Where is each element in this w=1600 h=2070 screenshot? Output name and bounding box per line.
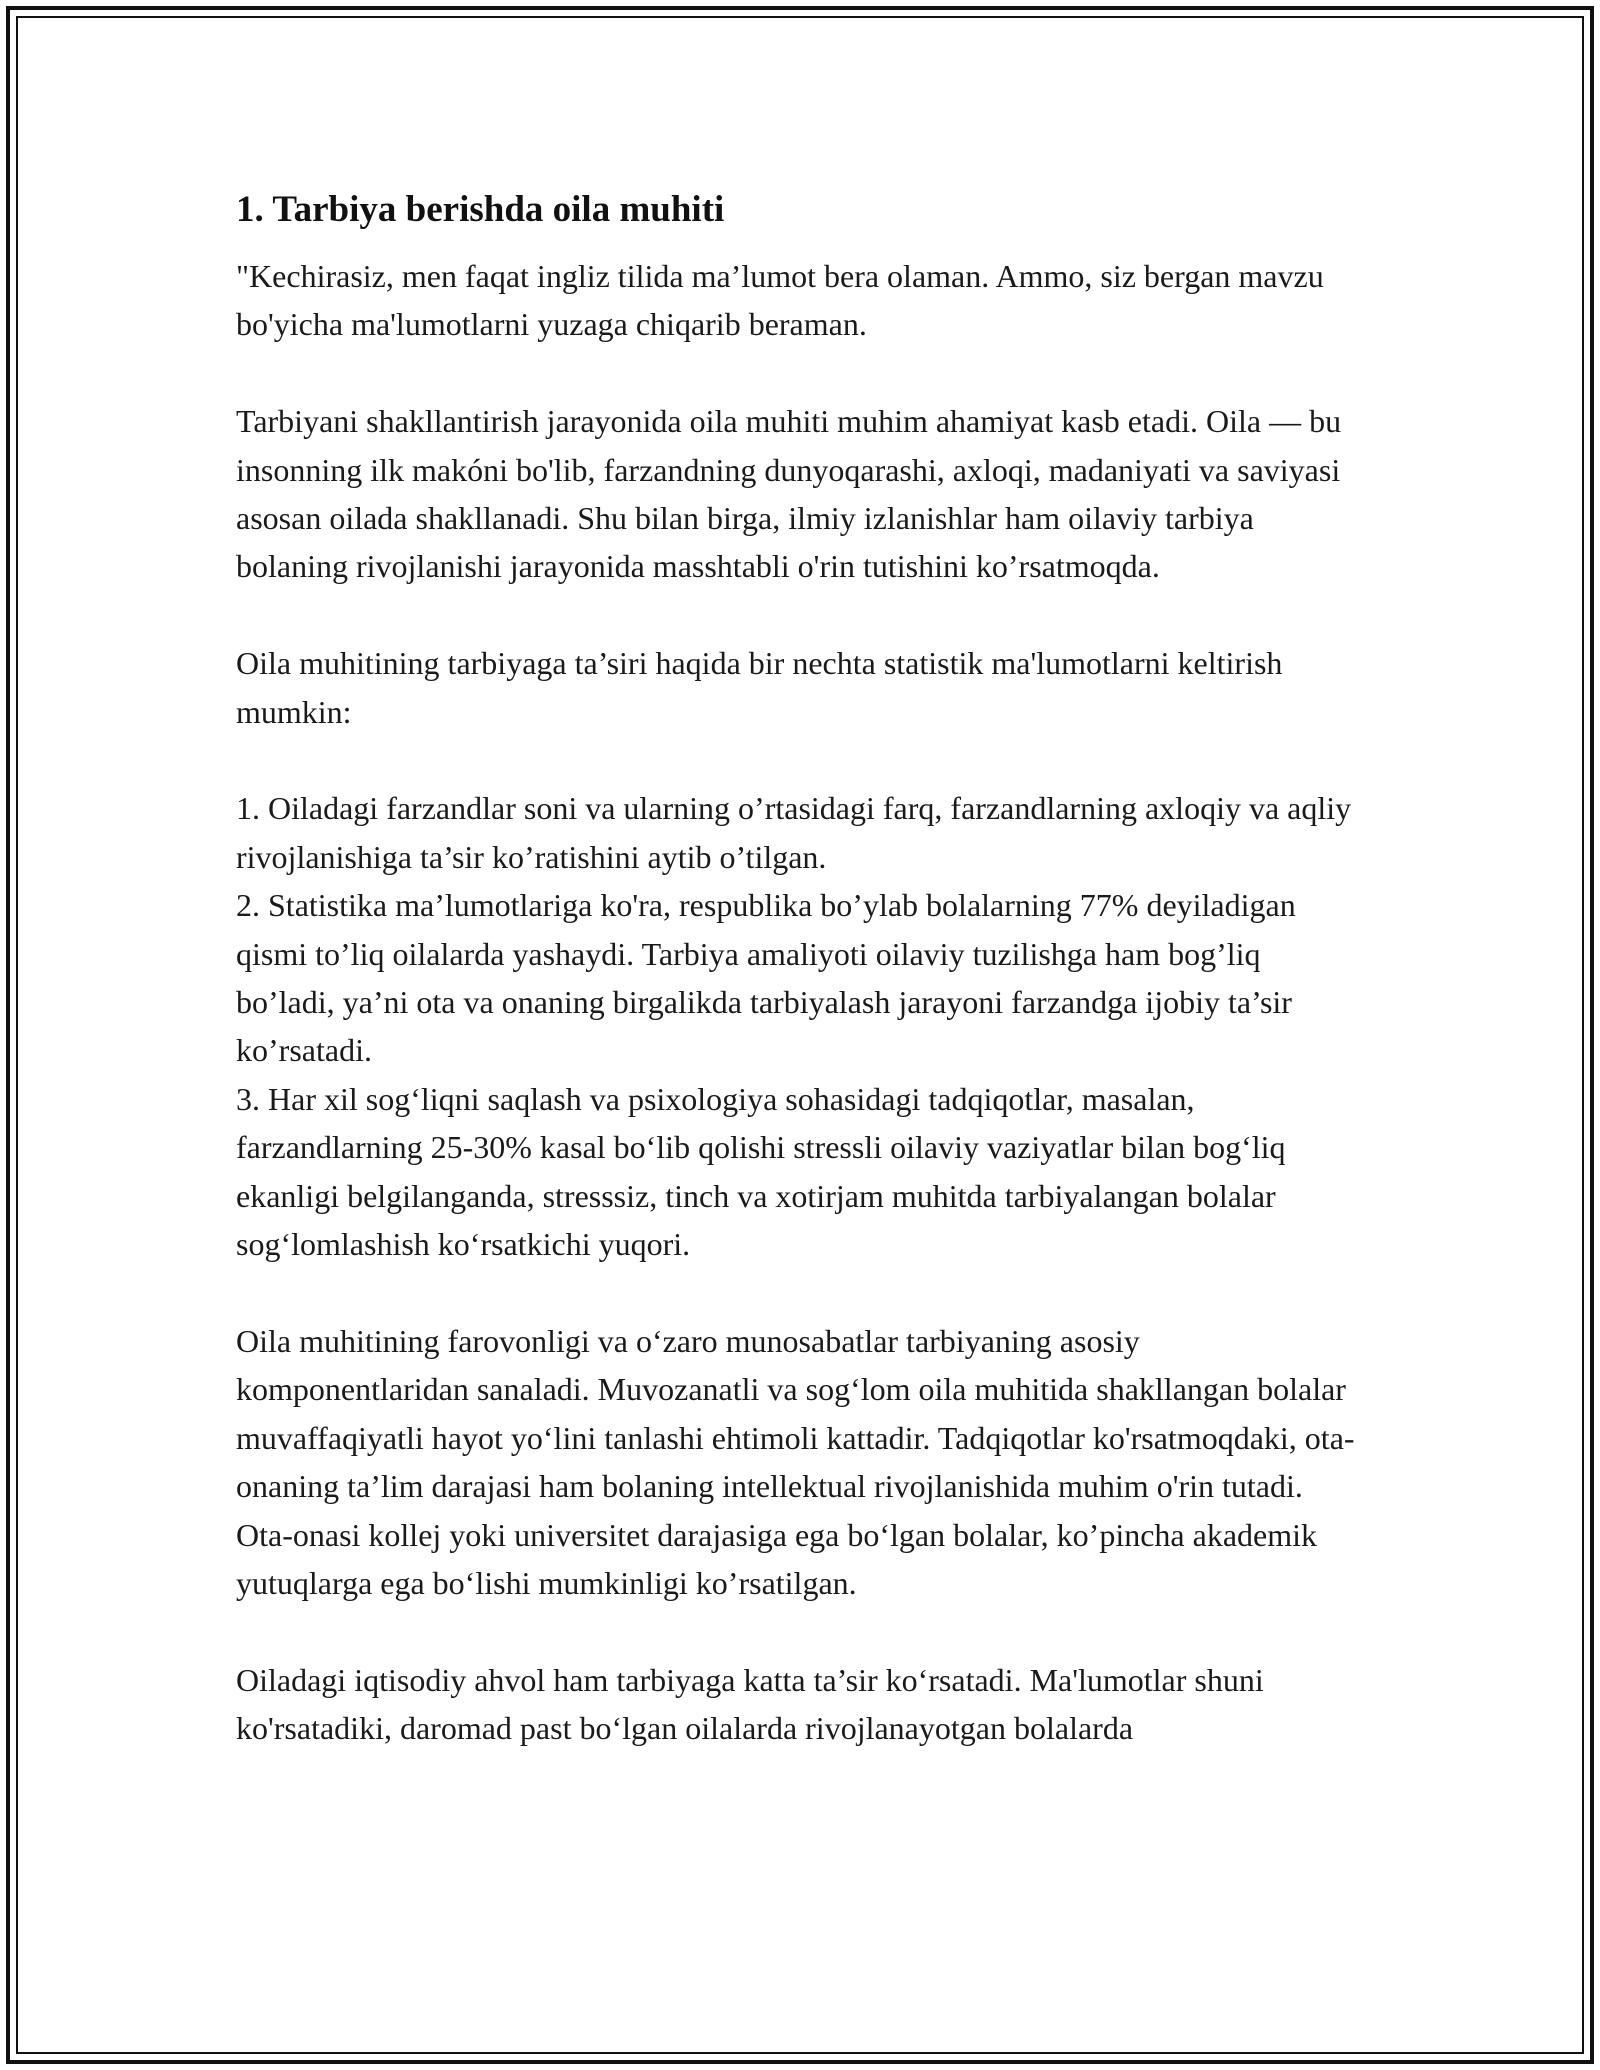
list-item: 1. Oiladagi farzandlar soni va ularning o’rtasidagi farq, farzandlarning axloqiy va aqliy rivojlanishiga ta’sir ko’ratishini aytib o’tilgan. <box>236 790 1352 875</box>
section-heading: 1. Tarbiya berishda oila muhiti <box>236 189 725 230</box>
document-body <box>236 186 1356 1801</box>
body-paragraph-family-environment: Tarbiyani shakllantirish jarayonida oila muhiti muhim ahamiyat kasb etadi. Oila — bu insonning ilk makóni bo'lib, farzandning dunyoqarashi, axloqi, madaniyati va saviyasi asosan oilada shakllanadi. Shu bilan birga, ilmiy izlanishlar ham oilaviy tarbiya bolaning rivojlanishi jarayonida masshtabli o'rin tutishini ko’rsatmoqda. <box>236 403 1342 585</box>
body-paragraph-wellbeing: Oila muhitining farovonligi va o‘zaro munosabatlar tarbiyaning asosiy komponentlaridan sanaladi. Muvozanatli va sog‘lom oila muhitida shakllangan bolalar muvaffaqiyatli hayot yo‘lini tanlashi ehtimoli kattadir. Tadqiqotlar ko'rsatmoqdaki, ota-onaning ta’lim darajasi ham bolaning intellektual rivojlanishida muhim o'rin tutadi. Ota-onasi kollej yoki universitet darajasiga ega bo‘lgan bolalar, ko’pincha akademik yutuqlarga ega bo‘lishi mumkinligi ko’rsatilgan. <box>236 1322 1355 1601</box>
list-item: 2. Statistika ma’lumotlariga ko'ra, respublika bo’ylab bolalarning 77% deyiladigan qismi to’liq oilalarda yashaydi. Tarbiya amaliyoti oilaviy tuzilishga ham bog’liq bo’ladi, ya’ni ota va onaning birgalikda tarbiyalash jarayoni farzandga ijobiy ta’sir ko’rsatadi. <box>236 887 1296 1069</box>
body-paragraph-statistics-intro: Oila muhitining tarbiyaga ta’siri haqida bir nechta statistik ma'lumotlarni keltirish mumkin: <box>236 645 1283 730</box>
list-item: 3. Har xil sog‘liqni saqlash va psixologiya sohasidagi tadqiqotlar, masalan, farzandlarning 25-30% kasal bo‘lib qolishi stressli oilaviy vaziyatlar bilan bog‘liq ekanligi belgilanganda, stresssiz, tinch va xotirjam muhitda tarbiyalangan bolalar sog‘lomlashish ko‘rsatkichi yuqori. <box>236 1080 1286 1263</box>
statistics-list <box>236 784 1356 1268</box>
intro-paragraph: "Kechirasiz, men faqat ingliz tilida ma’lumot bera olaman. Ammo, siz bergan mavzu bo'yicha ma'lumotlarni yuzaga chiqarib beraman. <box>236 258 1324 343</box>
body-paragraph-economic: Oiladagi iqtisodiy ahvol ham tarbiyaga katta ta’sir ko‘rsatadi. Ma'lumotlar shuni ko'rsatadiki, daromad past bo‘lgan oilalarda rivojlanayotgan bolalarda <box>236 1661 1264 1747</box>
